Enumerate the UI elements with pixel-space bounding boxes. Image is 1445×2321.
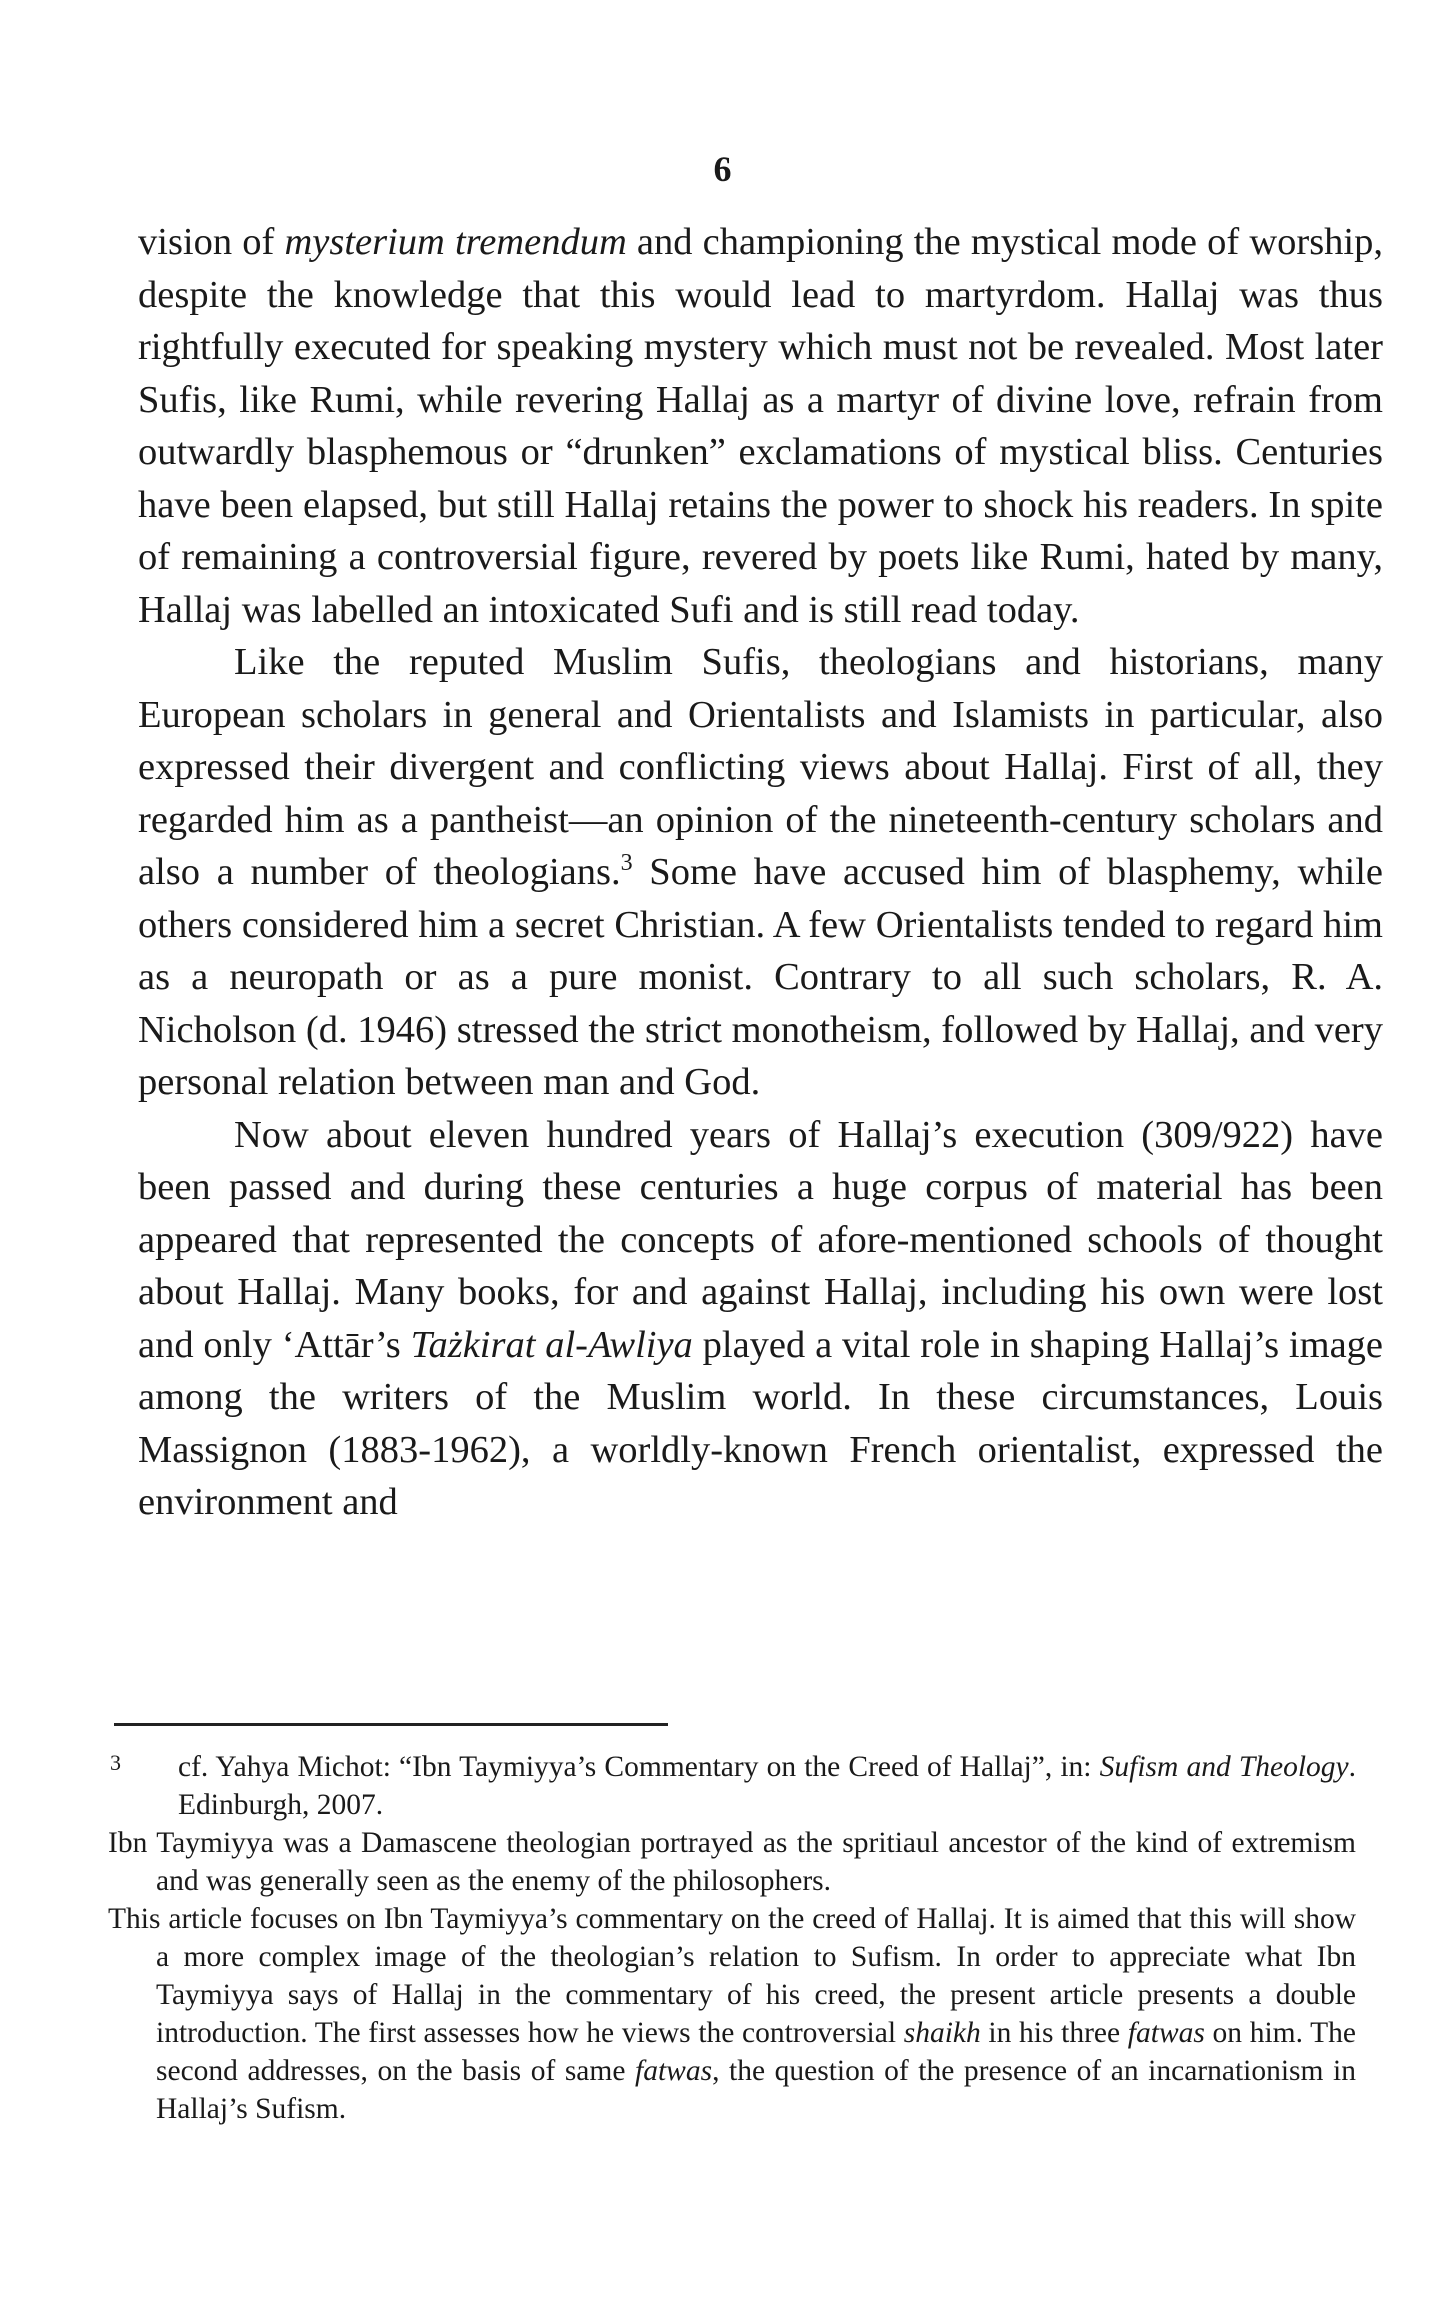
- footnote-paragraph-2-text-c: on him. The second addresses, on the basis of same: [156, 2017, 1356, 2087]
- paragraph-1-text-a: vision of: [138, 221, 285, 263]
- main-body-text: [138, 216, 1383, 1529]
- paragraph-3-text-a: Now about eleven hundred years of Hallaj’s execution (309/922) have been passed and during these centuries a huge corpus of material has been appeared that represented the concepts of afore-mentioned schools of thought about Hallaj. Many books, for and against Hallaj, including his own were lost and only ‘Attār’s: [138, 1113, 1383, 1366]
- footnote-citation-text-b: . Edinburgh, 2007.: [178, 1751, 1357, 1821]
- footnote-paragraph-2-text-a: This article focuses on Ibn Taymiyya’s commentary on the creed of Hallaj. It is aimed that this will show a more complex image of the theologian’s relation to Sufism. In order to appreciate what Ibn Taymiyya says of Hallaj in the commentary of his creed, the present article presents a double introduction. The first assesses how he views the controversial: [108, 1903, 1356, 2049]
- footnote-italic-fatwas-1: fatwas: [1127, 2017, 1205, 2049]
- footnote-separator: [114, 1723, 668, 1726]
- page-number: 6: [713, 149, 732, 189]
- paragraph-3-italic-title: Tażkirat al-Awliya: [410, 1323, 693, 1366]
- paragraph-1-text-b: and championing the mystical mode of worship, despite the knowledge that this would lead to martyrdom. Hallaj was thus rightfully executed for speaking mystery which must not be revealed. Most later Sufis, like Rumi, while revering Hallaj as a martyr of divine love, refrain from outwardly blasphemous or “drunken” exclamations of mystical bliss. Centuries have been elapsed, but still Hallaj retains the power to shock his readers. In spite of remaining a controversial figure, revered by poets like Rumi, hated by many, Hallaj was labelled an intoxicated Sufi and is still read today.: [138, 221, 1383, 631]
- footnote-3-citation: [108, 1748, 1356, 1824]
- paragraph-2: [138, 636, 1383, 1109]
- paragraph-3: [138, 1109, 1383, 1529]
- footnote-italic-fatwas-2: fatwas: [635, 2055, 713, 2087]
- paragraph-2-text-b: Some have accused him of blasphemy, while others considered him a secret Christian. A few Orientalists tended to regard him as a neuropath or as a pure monist. Contrary to all such scholars, R. A. Nicholson (d. 1946) stressed the strict monotheism, followed by Hallaj, and very personal relation between man and God.: [138, 851, 1384, 1103]
- paragraph-2-text-a: Like the reputed Muslim Sufis, theologians and historians, many European scholars in general and Orientalists and Islamists in particular, also expressed their divergent and conflicting views about Hallaj. First of all, they regarded him as a pantheist—an opinion of the nineteenth-century scholars and also a number of theologians.: [138, 641, 1383, 893]
- footnote-italic-shaikh: shaikh: [903, 2017, 981, 2049]
- footnotes-section: [108, 1748, 1356, 2128]
- paragraph-1: [138, 216, 1383, 636]
- footnote-paragraph-2-text-b: in his three: [980, 2017, 1128, 2049]
- footnote-paragraph-1: Ibn Taymiyya was a Damascene theologian portrayed as the spritiaul ancestor of the kind of extremism and was generally seen as the enemy of the philosophers.: [108, 1827, 1356, 1897]
- footnote-citation-title: Sufism and Theology: [1099, 1751, 1349, 1783]
- paragraph-1-italic-term: mysterium tremendum: [284, 221, 627, 263]
- footnote-marker: 3: [110, 1750, 121, 1775]
- footnote-reference: 3: [620, 850, 633, 877]
- footnote-paragraph-2-text-d: , the question of the presence of an incarnationism in Hallaj’s Sufism.: [156, 2055, 1356, 2125]
- footnote-citation-text-a: cf. Yahya Michot: “Ibn Taymiyya’s Commentary on the Creed of Hallaj”, in:: [178, 1751, 1100, 1783]
- footnote-paragraph-2: [108, 1900, 1356, 2128]
- paragraph-3-text-b: played a vital role in shaping Hallaj’s image among the writers of the Muslim world. In these circumstances, Louis Massignon (1883-1962), a worldly-known French orientalist, expressed the environment and: [138, 1323, 1383, 1523]
